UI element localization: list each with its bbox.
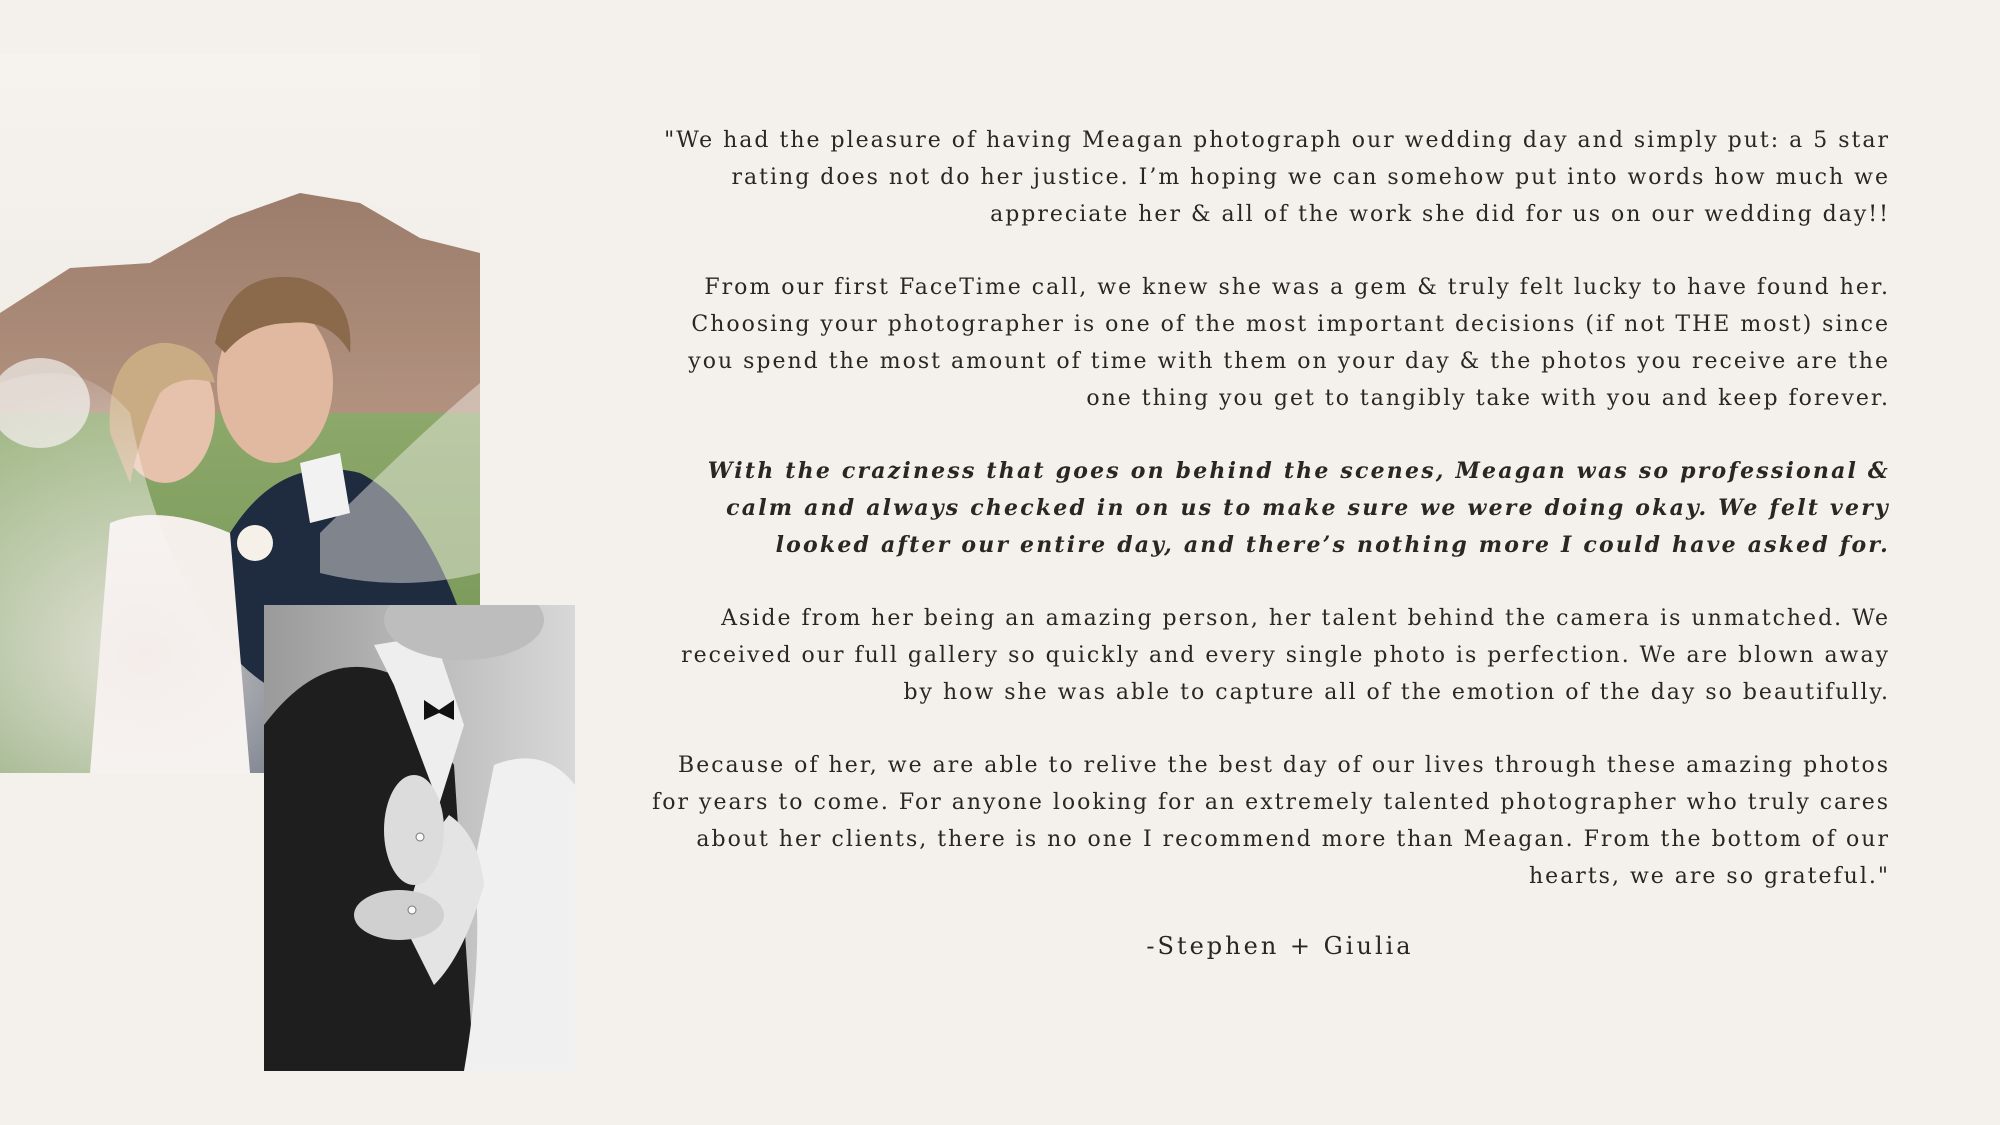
- testimonial-quote: [650, 122, 1890, 931]
- testimonial-signature: -Stephen + Giulia: [1146, 932, 1414, 960]
- hands-rings-photo: [264, 605, 575, 1071]
- testimonial-paragraph-3-emphasis: With the craziness that goes on behind the scenes, Meagan was so professional & calm and always checked in on us to make sure we were doing okay. We felt very looked after our entire day, and there’s nothing more I could have asked for.: [707, 458, 1890, 558]
- testimonial-paragraph-1: "We had the pleasure of having Meagan photograph our wedding day and simply put: a 5 star rating does not do her justice. I’m hoping we can somehow put into words how much we appreciate her & all of the work she did for us on our wedding day!!: [664, 128, 1890, 227]
- testimonial-paragraph-5: Because of her, we are able to relive the best day of our lives through these amazing photos for years to come. For anyone looking for an extremely talented photographer who truly cares about her clients, there is no one I recommend more than Meagan. From the bottom of our hearts, we are so grateful.": [652, 753, 1890, 889]
- testimonial-paragraph-4: Aside from her being an amazing person, her talent behind the camera is unmatched. We received our full gallery so quickly and every single photo is perfection. We are blown away by how she was able to capture all of the emotion of the day so beautifully.: [681, 606, 1890, 705]
- testimonial-paragraph-2: From our first FaceTime call, we knew she was a gem & truly felt lucky to have found her. Choosing your photographer is one of the most important decisions (if not THE most) since you spend the most amount of time with them on your day & the photos you receive are the one thing you get to tangibly take with you and keep forever.: [688, 275, 1890, 411]
